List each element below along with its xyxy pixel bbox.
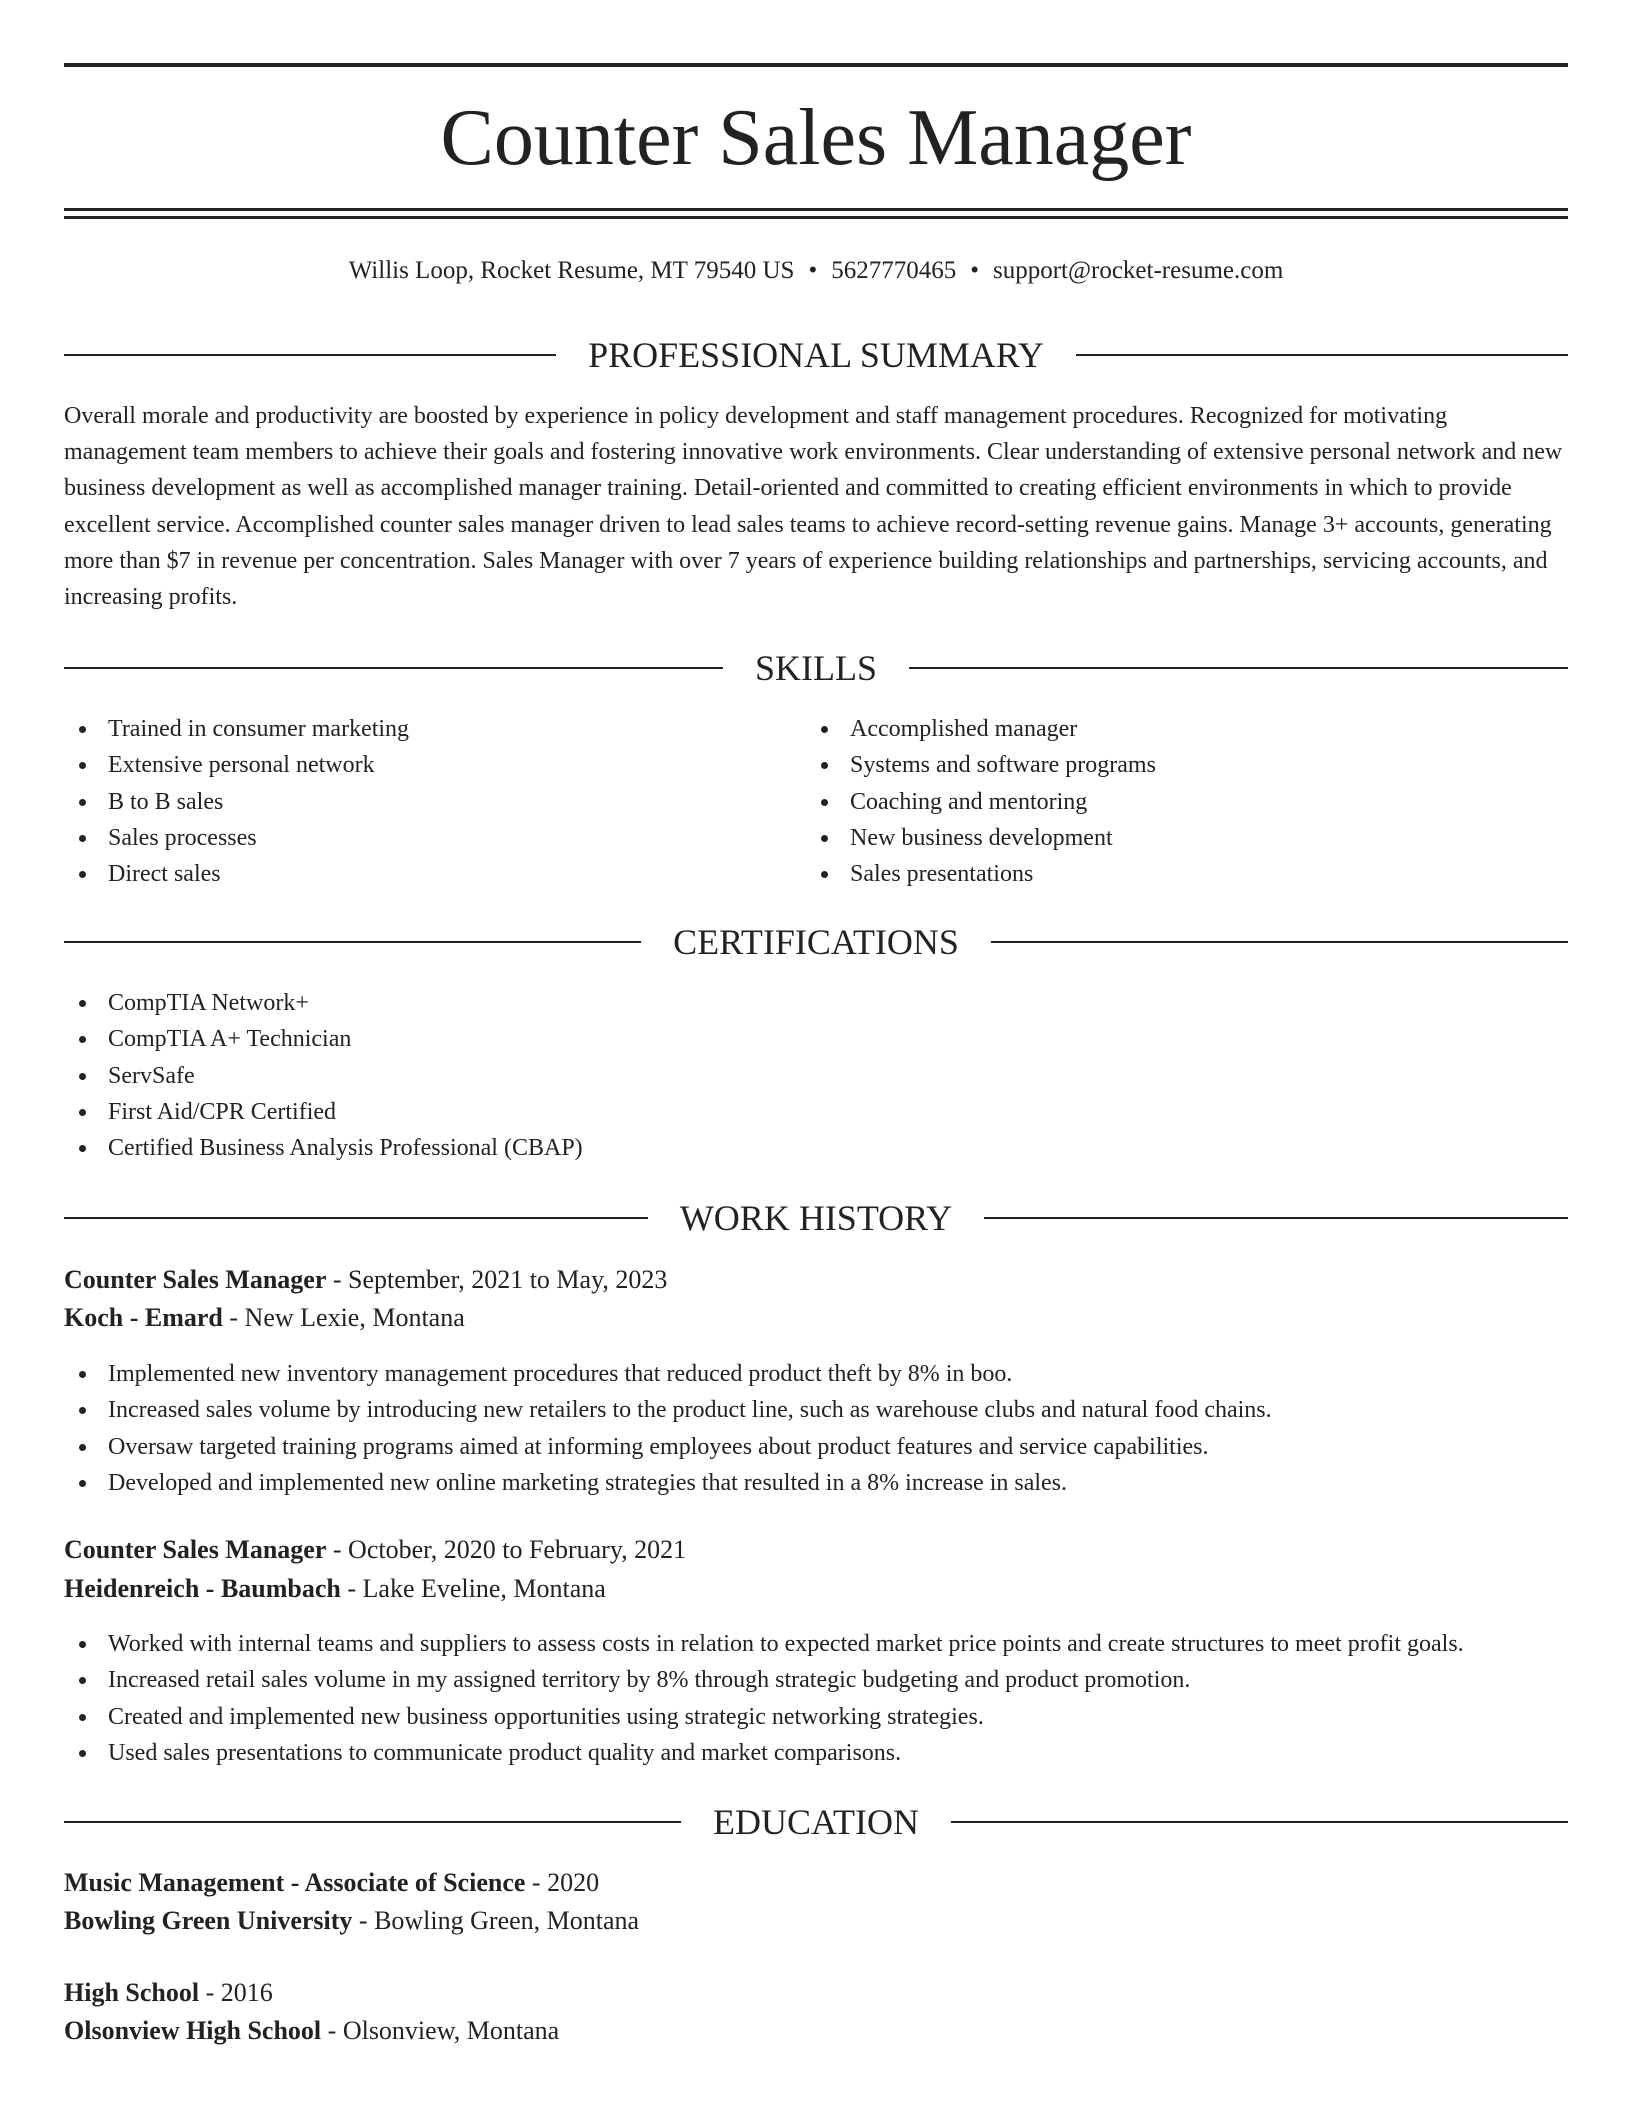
- education-location: - Olsonview, Montana: [321, 2016, 560, 2045]
- bullet-icon: [821, 762, 828, 769]
- skill-item: [806, 856, 1566, 892]
- section-title: WORK HISTORY: [679, 1198, 953, 1238]
- heading-rule: [909, 667, 1568, 669]
- certification-label: Certified Business Analysis Professional (CBAP): [108, 1135, 583, 1162]
- section-title: CERTIFICATIONS: [673, 922, 959, 962]
- job-company: Heidenreich - Baumbach: [64, 1574, 341, 1603]
- job-bullet-text: Created and implemented new business opportunities using strategic networking strategies.: [108, 1703, 984, 1730]
- bullet-icon: [79, 1407, 86, 1414]
- job-title-line: [64, 1262, 667, 1298]
- heading-rule: [991, 941, 1568, 943]
- skill-item: [64, 711, 804, 747]
- section-heading-education: [64, 1800, 1568, 1844]
- bullet-icon: [821, 799, 828, 806]
- skill-label: Sales presentations: [850, 861, 1034, 888]
- certification-label: First Aid/CPR Certified: [108, 1098, 337, 1125]
- job-bullet: [64, 1626, 1568, 1662]
- skill-item: [806, 784, 1566, 820]
- job-bullet-text: Worked with internal teams and suppliers to assess costs in relation to expected market price points and create structures to meet profit goals.: [108, 1631, 1464, 1657]
- skill-item: [64, 820, 804, 856]
- summary-text: Overall morale and productivity are boosted by experience in policy development and staff management procedures. Recognized for motivating management team members to achieve their goals and fostering innovative work environments. Clear understanding of extensive personal network and new business development as well as accomplished manager training. Detail-oriented and committed to creating efficient environments in which to provide excellent service. Accomplished counter sales manager driven to lead sales teams to achieve record-setting revenue gains. Manage 3+ accounts, generating more than $7 in revenue per concentration. Sales Manager with over 7 years of experience building relationships and partnerships, servicing accounts, and increasing profits.: [64, 403, 1563, 611]
- heading-rule: [64, 1217, 648, 1219]
- skill-label: Direct sales: [108, 861, 221, 888]
- contact-separator: •: [808, 257, 818, 284]
- job-bullet-text: Increased sales volume by introducing new retailers to the product line, such as warehouse clubs and natural food chains.: [108, 1397, 1272, 1424]
- bullet-icon: [79, 799, 86, 806]
- certification-item: [64, 985, 1568, 1021]
- bullet-icon: [79, 1750, 86, 1757]
- job-title: Counter Sales Manager: [64, 1265, 327, 1294]
- bullet-icon: [79, 1000, 86, 1007]
- job-bullet: [64, 1735, 1568, 1771]
- bullet-icon: [79, 1480, 86, 1487]
- section-title: PROFESSIONAL SUMMARY: [588, 335, 1044, 375]
- skills-list-right: [806, 711, 1566, 892]
- bullet-icon: [79, 1714, 86, 1721]
- job-bullet: [64, 1662, 1568, 1698]
- bullet-icon: [79, 1109, 86, 1116]
- skill-label: Extensive personal network: [108, 752, 375, 779]
- job-bullet-text: Used sales presentations to communicate product quality and market comparisons.: [108, 1739, 902, 1766]
- header-top-rule: [64, 63, 1568, 67]
- certification-label: CompTIA Network+: [108, 990, 309, 1016]
- certification-label: ServSafe: [108, 1062, 195, 1089]
- heading-rule: [64, 354, 556, 356]
- skill-label: Sales processes: [108, 824, 257, 851]
- skill-item: [64, 747, 804, 783]
- bullet-icon: [79, 1444, 86, 1451]
- bullet-icon: [79, 1677, 86, 1684]
- bullet-icon: [79, 1371, 86, 1378]
- certification-item: [64, 1058, 1568, 1094]
- education-year: - 2016: [199, 1978, 273, 2007]
- job-bullets: [64, 1626, 1568, 1771]
- job-location: - New Lexie, Montana: [222, 1303, 465, 1332]
- heading-rule: [64, 1821, 681, 1823]
- job-bullet: [64, 1392, 1568, 1428]
- bullet-icon: [79, 762, 86, 769]
- header-bottom-rule: [64, 208, 1568, 211]
- bullet-icon: [821, 726, 828, 733]
- job-title-line: [64, 1532, 686, 1568]
- contact-phone: 5627770465: [831, 257, 957, 284]
- section-heading-skills: [64, 646, 1568, 690]
- skills-list-left: [64, 711, 804, 892]
- header-bottom-rule-2: [64, 216, 1568, 219]
- job-bullet-text: Oversaw targeted training programs aimed at informing employees about product features and service capabilities.: [108, 1433, 1209, 1460]
- education-school-line: [64, 2013, 559, 2049]
- heading-rule: [951, 1821, 1568, 1823]
- job-bullet: [64, 1699, 1568, 1735]
- bullet-icon: [79, 1145, 86, 1152]
- section-heading-summary: [64, 333, 1568, 377]
- job-bullets: [64, 1356, 1568, 1501]
- skill-item: [806, 711, 1566, 747]
- job-dates: - September, 2021 to May, 2023: [326, 1265, 668, 1294]
- job-title: Counter Sales Manager: [64, 1535, 327, 1564]
- skill-item: [64, 784, 804, 820]
- resume-title: Counter Sales Manager: [440, 94, 1192, 182]
- contact-line: [64, 254, 1568, 288]
- job-location: - Lake Eveline, Montana: [340, 1574, 606, 1603]
- education-degree: High School: [64, 1978, 200, 2007]
- job-company: Koch - Emard: [64, 1303, 223, 1332]
- job-company-line: [64, 1300, 465, 1336]
- job-bullet-text: Developed and implemented new online marketing strategies that resulted in a 8% increase in sales.: [108, 1469, 1068, 1496]
- job-bullet: [64, 1429, 1568, 1465]
- heading-rule: [1076, 354, 1568, 356]
- contact-address: Willis Loop, Rocket Resume, MT 79540 US: [348, 257, 795, 284]
- bullet-icon: [821, 835, 828, 842]
- education-year: - 2020: [525, 1868, 600, 1897]
- section-heading-certifications: [64, 920, 1568, 964]
- bullet-icon: [79, 726, 86, 733]
- job-dates: - October, 2020 to February, 2021: [326, 1535, 687, 1564]
- section-title: EDUCATION: [713, 1802, 919, 1842]
- education-location: - Bowling Green, Montana: [352, 1906, 640, 1935]
- skill-label: Trained in consumer marketing: [108, 716, 410, 742]
- bullet-icon: [79, 871, 86, 878]
- bullet-icon: [79, 1036, 86, 1043]
- section-title: SKILLS: [755, 648, 878, 688]
- bullet-icon: [79, 1073, 86, 1080]
- job-bullet: [64, 1465, 1568, 1501]
- skill-item: [806, 820, 1566, 856]
- bullet-icon: [821, 871, 828, 878]
- certification-item: [64, 1021, 1568, 1057]
- education-school: Bowling Green University: [64, 1906, 353, 1935]
- education-degree: Music Management - Associate of Science: [64, 1868, 526, 1897]
- job-bullet: [64, 1356, 1568, 1392]
- bullet-icon: [79, 835, 86, 842]
- skill-item: [64, 856, 804, 892]
- skill-label: Coaching and mentoring: [850, 788, 1088, 815]
- contact-email: support@rocket-resume.com: [992, 257, 1284, 284]
- skill-label: New business development: [850, 824, 1113, 851]
- job-company-line: [64, 1571, 606, 1607]
- job-bullet-text: Implemented new inventory management procedures that reduced product theft by 8% in boo.: [108, 1361, 1013, 1387]
- skill-label: Accomplished manager: [850, 716, 1078, 742]
- job-bullet-text: Increased retail sales volume in my assigned territory by 8% through strategic budgeting and product promotion.: [108, 1667, 1191, 1694]
- heading-rule: [64, 941, 641, 943]
- skill-item: [806, 747, 1566, 783]
- certifications-list: [64, 985, 1568, 1166]
- skill-label: B to B sales: [108, 788, 224, 815]
- bullet-icon: [79, 1641, 86, 1648]
- education-degree-line: [64, 1975, 273, 2011]
- education-degree-line: [64, 1865, 599, 1901]
- certification-label: CompTIA A+ Technician: [108, 1026, 352, 1053]
- education-school: Olsonview High School: [64, 2016, 322, 2045]
- section-heading-work-history: [64, 1196, 1568, 1240]
- skill-label: Systems and software programs: [850, 752, 1156, 779]
- education-school-line: [64, 1903, 639, 1939]
- heading-rule: [984, 1217, 1568, 1219]
- certification-item: [64, 1094, 1568, 1130]
- heading-rule: [64, 667, 723, 669]
- contact-separator: •: [970, 257, 979, 284]
- certification-item: [64, 1130, 1568, 1166]
